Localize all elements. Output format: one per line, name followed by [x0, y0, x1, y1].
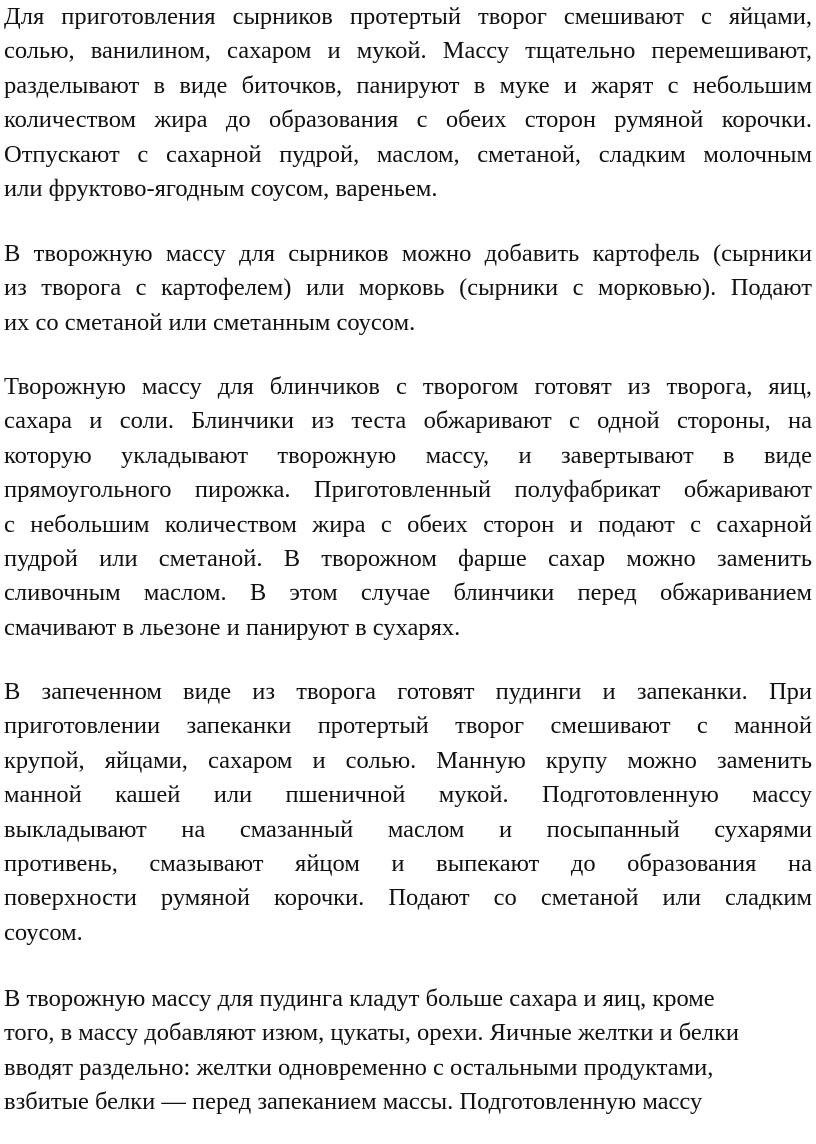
- text-line: выкладывают на смазанный маслом и посыпанный сухарями: [4, 815, 812, 843]
- text-line: которую укладывают творожную массу, и завертывают в виде: [4, 441, 812, 469]
- text-line: взбитые белки — перед запеканием массы. Подготовленную массу: [4, 1088, 703, 1116]
- text-line: соусом.: [4, 918, 83, 946]
- text-line: Для приготовления сырников протертый творог смешивают с яйцами,: [4, 3, 812, 30]
- text-line: смачивают в льезоне и панируют в сухарях.: [4, 613, 461, 641]
- text-line: приготовлении запеканки протертый творог смешивают с манной: [4, 712, 812, 740]
- text-line: или фруктово-ягодным соусом, вареньем.: [4, 175, 438, 203]
- text-line: Творожную массу для блинчиков с творогом готовят из творога, яиц,: [4, 373, 812, 400]
- text-line: манной кашей или пшеничной мукой. Подготовленную массу: [4, 781, 812, 809]
- paragraph-blinchiki: [4, 370, 812, 645]
- text-line: сахара и соли. Блинчики из теста обжаривают с одной стороны, на: [4, 407, 812, 435]
- text-line: прямоугольного пирожка. Приготовленный полуфабрикат обжаривают: [4, 476, 812, 504]
- text-line: противень, смазывают яйцом и выпекают до образования на: [4, 850, 812, 878]
- text-line: вводят раздельно: желтки одновременно с остальными продуктами,: [4, 1053, 714, 1081]
- text-line: В творожную массу для пудинга кладут больше сахара и яиц, кроме: [4, 985, 715, 1012]
- paragraph-syrniki-variants: [4, 237, 812, 340]
- text-line: разделывают в виде биточков, панируют в муке и жарят с небольшим: [4, 71, 812, 99]
- text-line: с небольшим количеством жира с обеих сторон и подают с сахарной: [4, 510, 812, 538]
- text-line: пудрой или сметаной. В творожном фарше сахар можно заменить: [4, 545, 812, 573]
- text-line: Отпускают с сахарной пудрой, маслом, сметаной, сладким молочным: [4, 140, 812, 168]
- text-line: поверхности румяной корочки. Подают со сметаной или сладким: [4, 884, 812, 912]
- text-line: В творожную массу для сырников можно добавить картофель (сырники: [4, 240, 812, 267]
- text-line: сливочным маслом. В этом случае блинчики перед обжариванием: [4, 579, 812, 607]
- text-line: из творога с картофелем) или морковь (сырники с морковью). Подают: [4, 274, 812, 302]
- paragraph-syrniki-preparation: [4, 0, 812, 206]
- text-line: того, в массу добавляют изюм, цукаты, орехи. Яичные желтки и белки: [4, 1019, 740, 1047]
- text-line: В запеченном виде из творога готовят пудинги и запеканки. При: [4, 678, 812, 705]
- text-line: количеством жира до образования с обеих сторон румяной корочки.: [4, 106, 812, 134]
- text-line: их со сметаной или сметанным соусом.: [4, 308, 416, 336]
- paragraph-puding: [4, 982, 812, 1120]
- paragraph-zapekanka: [4, 675, 812, 950]
- text-line: солью, ванилином, сахаром и мукой. Массу тщательно перемешивают,: [4, 37, 812, 65]
- text-line: крупой, яйцами, сахаром и солью. Манную крупу можно заменить: [4, 746, 812, 774]
